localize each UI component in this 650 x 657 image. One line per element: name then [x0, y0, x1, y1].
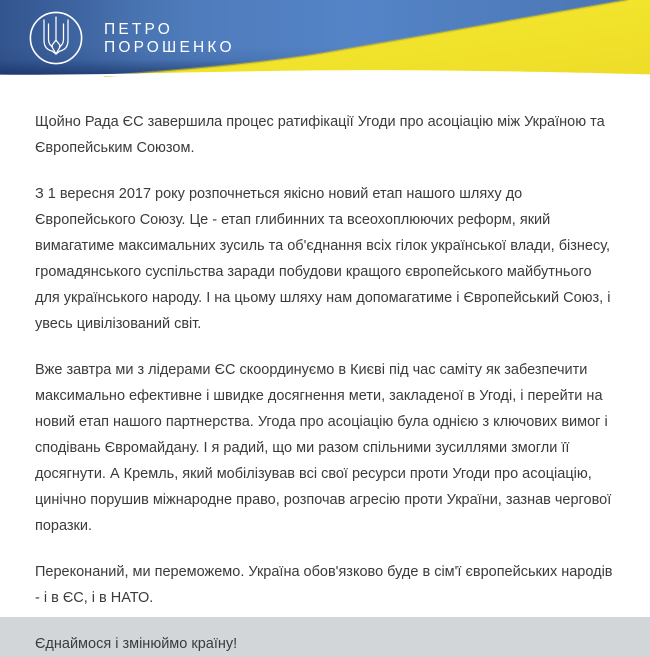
paragraph-3: Вже завтра ми з лідерами ЄС скоординуємо в Києві під час саміту як забезпечити максимально ефективне і швидке досягнення мети, закладеної в Угоді, і перейти на новий етап нашого партнерства. Угода про асоціацію була однією з ключових вимог і сподівань Євромайдану. І я радий, що ми разом спільними зусиллями змогли її досягнути. А Кремль, який мобілізував всі свої ресурси проти Угоди про асоціацію, цинічно порушив міжнародне право, розпочав агресію проти України, зазнав чергової поразки.: [35, 362, 612, 534]
statement-body: [0, 76, 650, 657]
brand-name: [104, 21, 235, 56]
paragraph-2: З 1 вересня 2017 року розпочнеться якісно новий етап нашого шляху до Європейського Союзу. Це - етап глибинних та всеохоплюючих реформ, який вимагатиме максимальних зусиль та об'єднання всіх гілок української влади, бізнесу, громадянського суспільства заради побудови кращого європейського майбутнього для українського народу. І на цьому шляху нам допомагатиме і Європейський Союз, і увесь цивілізований світ.: [35, 186, 611, 332]
tryzub-emblem-icon: [29, 11, 83, 65]
ukraine-flag-banner: [0, 0, 650, 76]
paragraph-4: Переконаний, ми переможемо. Україна обов'язково буде в сім'ї європейських народів - і в ЄС, і в НАТО.: [35, 564, 613, 606]
brand-name-line2: ПОРОШЕНКО: [104, 38, 235, 56]
paragraph-1: Щойно Рада ЄС завершила процес ратифікації Угоди про асоціацію між Україною та Європейським Союзом.: [35, 114, 605, 156]
paragraph-5: Єднаймося і змінюймо країну!: [35, 636, 238, 652]
flag-header: [0, 0, 650, 76]
brand-name-line1: ПЕТРО: [104, 21, 174, 38]
